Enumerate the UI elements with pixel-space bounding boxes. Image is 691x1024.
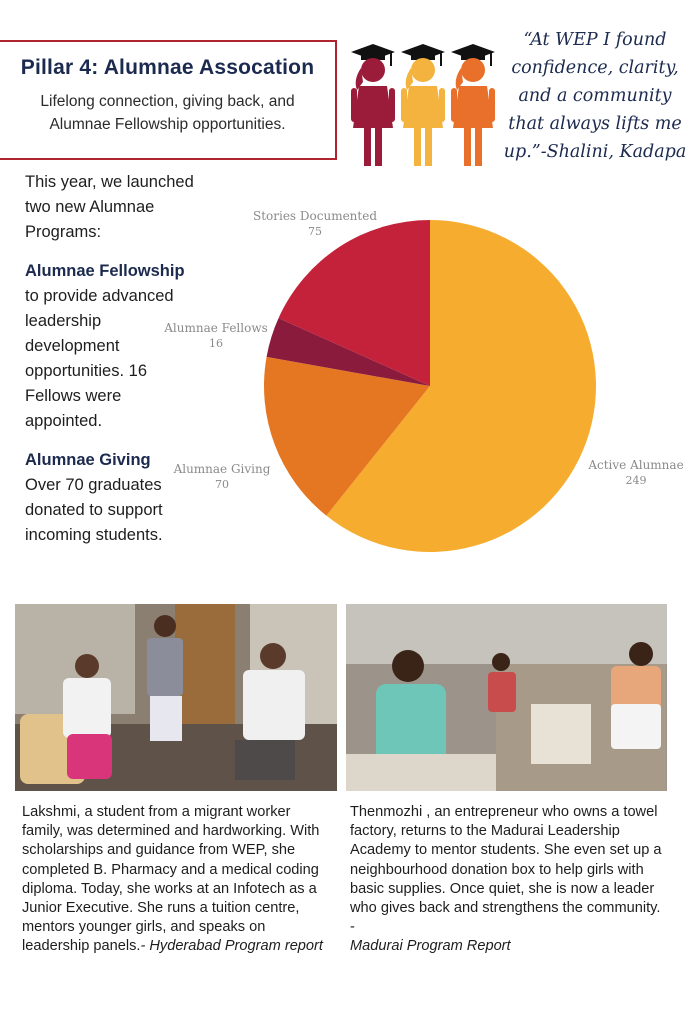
giving-text: Over 70 graduates donated to support incoming students. xyxy=(25,476,163,544)
pillar-title-box xyxy=(0,40,337,160)
thenmozhi-story-text: Thenmozhi , an entrepreneur who owns a towel factory, returns to the Madurai Leadership Academy to mentor students. She even set up a neighbourhood donation box to help girls with basic supplies. Once quiet, she is now a leader who gives back and strengthens the community. - xyxy=(350,804,662,936)
lakshmi-story-text: Lakshmi, a student from a migrant worker family, was determined and hardworking. With scholarships and guidance from WEP, she completed B. Pharmacy and a medical coding diploma. Today, she works at an Infotech as a Junior Executive. She runs a tuition centre, mentors younger girls, and speaks on leadership panels. xyxy=(22,804,320,955)
thenmozhi-story xyxy=(350,803,668,957)
page-title: Pillar 4: Alumnae Assocation xyxy=(20,56,315,79)
pie-value-label: 16 xyxy=(209,337,223,350)
pie-label: Alumnae Giving xyxy=(173,462,271,476)
lakshmi-story xyxy=(22,803,334,957)
fellowship-text: to provide advanced leadership development opportunities. 16 Fellows were appointed. xyxy=(25,287,174,430)
graduate-girl-figure xyxy=(351,44,395,166)
intro-paragraph: This year, we launched two new Alumnae Programs: xyxy=(25,173,194,241)
pie-value-label: 75 xyxy=(308,225,322,238)
graduate-girl-figure xyxy=(451,44,495,166)
shalini-quote: “At WEP I found confidence, clarity, and a community that always lifts me up.”-Shalini, Kadapa xyxy=(503,30,687,162)
thenmozhi-photo xyxy=(346,604,667,791)
pie-value-label: 249 xyxy=(625,474,647,487)
alumnae-pie-chart xyxy=(160,205,691,580)
fellowship-heading: Alumnae Fellowship xyxy=(25,262,185,280)
pie-label: Active Alumnae xyxy=(588,458,684,472)
pie-label: Stories Documented xyxy=(252,209,378,223)
page-subtitle: Lifelong connection, giving back, and Alumnae Fellowship opportunities. xyxy=(40,93,295,133)
pie-label: Alumnae Fellows xyxy=(164,321,268,335)
lakshmi-story-source: - Hyderabad Program report xyxy=(140,938,323,955)
pie-value-label: 70 xyxy=(215,478,229,491)
three-graduate-girls-icon xyxy=(348,38,498,173)
graduate-girl-figure xyxy=(401,44,445,166)
giving-heading: Alumnae Giving xyxy=(25,451,151,469)
thenmozhi-story-source: Madurai Program Report xyxy=(350,938,511,955)
lakshmi-photo xyxy=(15,604,337,791)
